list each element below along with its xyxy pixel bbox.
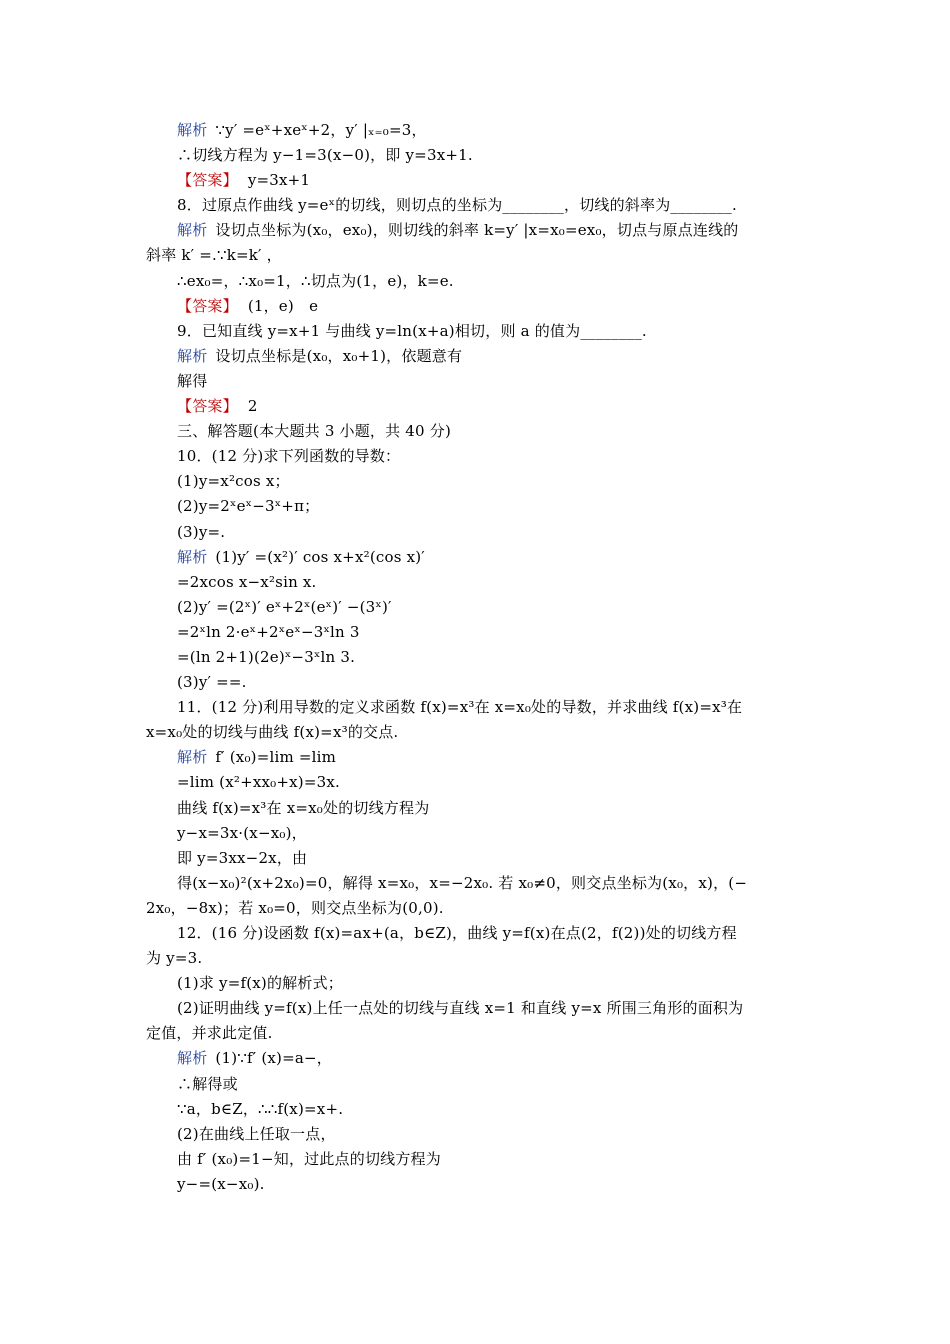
analysis-label: 解析 — [177, 221, 208, 240]
line-text: 8．过原点作曲线 y=eˣ的切线，则切点的坐标为________，切线的斜率为________. — [177, 196, 737, 215]
line-text: y−x=3x·(x−x₀)， — [177, 823, 307, 842]
text-line — [0, 1122, 950, 1147]
answer-label: 【答案】 — [177, 397, 238, 416]
line-text: (1)∵f′ (x)=a−， — [215, 1049, 332, 1068]
line-text: y−=(x−x₀). — [177, 1174, 265, 1193]
text-line — [0, 1046, 950, 1071]
text-line — [0, 1072, 950, 1097]
text-line — [0, 1097, 950, 1122]
line-text: 11．(12 分)利用导数的定义求函数 f(x)=x³在 x=x₀处的导数，并求曲线 f(x)=x³在 — [177, 698, 743, 717]
line-text: ∴切线方程为 y−1=3(x−0)，即 y=3x+1. — [177, 146, 473, 165]
line-text: (2)y′ =(2ˣ)′ eˣ+2ˣ(eˣ)′ −(3ˣ)′ — [177, 597, 392, 616]
line-text: =(ln 2+1)(2e)ˣ−3ˣln 3. — [177, 647, 356, 666]
text-line — [0, 720, 950, 745]
line-text: 12．(16 分)设函数 f(x)=ax+(a，b∈Z)，曲线 y=f(x)在点(2，f(2))处的切线方程 — [177, 924, 737, 942]
line-text: 由 f′ (x₀)=1−知，过此点的切线方程为 — [177, 1149, 441, 1168]
text-line — [0, 218, 950, 243]
line-text: 得(x−x₀)²(x+2x₀)=0，解得 x=x₀，x=−2x₀. 若 x₀≠0，则交点坐标为(x₀，x)，(− — [177, 873, 748, 892]
line-text: 设切点坐标是(x₀，x₀+1)，依题意有 — [215, 346, 463, 365]
text-line — [0, 269, 950, 294]
text-line — [0, 444, 950, 469]
line-text: ∵a，b∈Z，∴∴f(x)=x+. — [177, 1099, 344, 1118]
line-text: (2)y=2ˣeˣ−3ˣ+π； — [177, 497, 320, 516]
text-line — [0, 193, 950, 218]
text-line — [0, 645, 950, 670]
line-text: 10．(12 分)求下列函数的导数： — [177, 447, 401, 466]
text-line — [0, 143, 950, 168]
line-text: 即 y=3xx−2x，由 — [177, 848, 308, 867]
text-line — [0, 996, 950, 1021]
line-text: (1)y′ =(x²)′ cos x+x²(cos x)′ — [215, 547, 425, 566]
line-text: (2)证明曲线 y=f(x)上任一点处的切线与直线 x=1 和直线 y=x 所围三角形的面积为 — [177, 999, 744, 1018]
line-text: ∴ex₀=，∴x₀=1，∴切点为(1，e)，k=e. — [177, 271, 454, 290]
line-text: x=x₀处的切线与曲线 f(x)=x³的交点. — [146, 723, 399, 742]
text-line — [0, 394, 950, 419]
analysis-label: 解析 — [177, 346, 208, 365]
text-line — [0, 344, 950, 369]
text-line — [0, 796, 950, 821]
answer-label: 【答案】 — [177, 171, 238, 190]
text-line — [0, 946, 950, 971]
line-text: 斜率 k′ =.∵k=k′ ， — [146, 246, 282, 265]
line-text: =2ˣln 2·eˣ+2ˣeˣ−3ˣln 3 — [177, 622, 360, 641]
text-line — [0, 1147, 950, 1172]
line-text: 2x₀，−8x)；若 x₀=0，则交点坐标为(0,0). — [146, 898, 444, 917]
line-text: ∴解得或 — [177, 1074, 238, 1093]
line-text: 曲线 f(x)=x³在 x=x₀处的切线方程为 — [177, 798, 430, 817]
text-line — [0, 921, 950, 946]
text-line — [0, 1021, 950, 1046]
text-line — [0, 294, 950, 319]
line-text: 解得 — [177, 371, 208, 390]
text-line — [0, 168, 950, 193]
text-line — [0, 545, 950, 570]
line-text: =lim (x²+xx₀+x)=3x. — [177, 773, 340, 792]
text-line — [0, 419, 950, 444]
line-text: 为 y=3. — [146, 949, 203, 968]
text-line — [0, 118, 950, 143]
line-text: (3)y′ ==. — [177, 673, 247, 692]
analysis-label: 解析 — [177, 121, 208, 139]
line-text: 设切点坐标为(x₀，ex₀)，则切线的斜率 k=y′ |x=x₀=ex₀，切点与原点连线的 — [215, 221, 739, 240]
text-line — [0, 620, 950, 645]
line-text: (1，e) e — [247, 296, 319, 315]
line-text: y=3x+1 — [247, 171, 311, 190]
text-line — [0, 695, 950, 720]
line-text: 9．已知直线 y=x+1 与曲线 y=ln(x+a)相切，则 a 的值为________. — [177, 321, 647, 340]
text-line — [0, 846, 950, 871]
text-line — [0, 595, 950, 620]
text-line — [0, 369, 950, 394]
analysis-label: 解析 — [177, 1049, 208, 1068]
line-text: ∵y′ =eˣ+xeˣ+2，y′ |ₓ₌₀=3， — [215, 121, 427, 139]
line-text: 三、解答题(本大题共 3 小题，共 40 分) — [177, 422, 452, 441]
text-line — [0, 670, 950, 695]
text-line — [0, 520, 950, 545]
line-text: 定值，并求此定值. — [146, 1024, 273, 1043]
line-text: f′ (x₀)=lim =lim — [215, 748, 337, 767]
text-line — [0, 871, 950, 896]
line-text: =2xcos x−x²sin x. — [177, 572, 317, 591]
text-line — [0, 896, 950, 921]
text-line — [0, 243, 950, 268]
text-line — [0, 745, 950, 770]
text-line — [0, 494, 950, 519]
analysis-label: 解析 — [177, 748, 208, 767]
line-text: 2 — [247, 397, 258, 416]
line-text: (2)在曲线上任取一点， — [177, 1124, 336, 1143]
line-text: (3)y=. — [177, 522, 226, 541]
text-line — [0, 469, 950, 494]
text-line — [0, 821, 950, 846]
answer-label: 【答案】 — [177, 296, 238, 315]
document-body — [0, 118, 950, 1197]
text-line — [0, 570, 950, 595]
line-text: (1)y=x²cos x； — [177, 472, 290, 491]
text-line — [0, 319, 950, 344]
text-line — [0, 1172, 950, 1197]
line-text: (1)求 y=f(x)的解析式； — [177, 974, 343, 993]
analysis-label: 解析 — [177, 547, 208, 566]
text-line — [0, 770, 950, 795]
text-line — [0, 971, 950, 996]
